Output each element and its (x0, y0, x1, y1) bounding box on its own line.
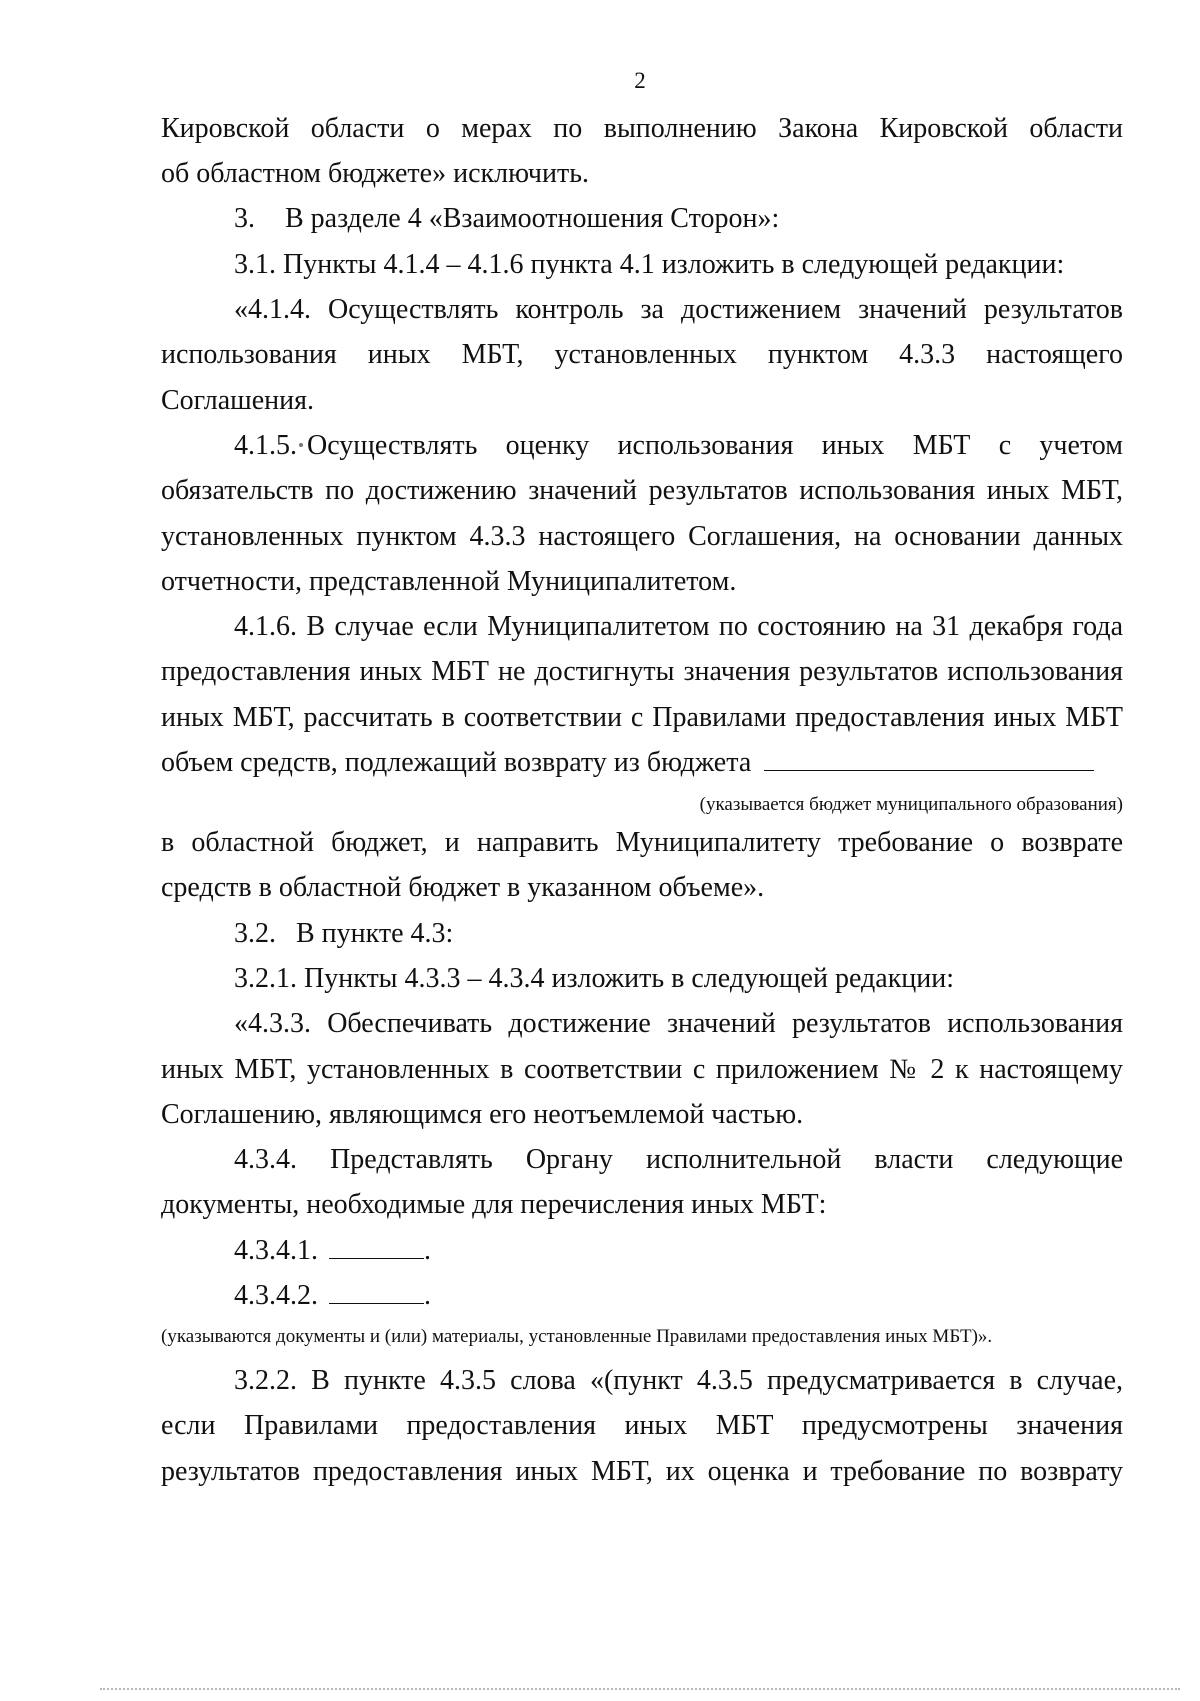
item-number: 4.3.4.2. (234, 1280, 318, 1311)
clause-line (234, 429, 1123, 463)
field-caption: (указываются документы и (или) материалы, установленные Правилами предоставления иных МБТ)». (161, 1326, 993, 1347)
section-number: 3.2. (234, 918, 276, 949)
section-title: В пункте 4.3: (296, 918, 454, 949)
text-line: если Правилами предоставления иных МБТ предусмотрены значения (161, 1410, 1123, 1441)
list-item-blank: 4.3.4.2. . (234, 1280, 431, 1311)
text-line: 3.2.2. В пункте 4.3.5 слова «(пункт 4.3.5 предусматривается в случае, (234, 1365, 1123, 1396)
text-line: в областной бюджет, и направить Муниципалитету требование о возврате (161, 827, 1123, 858)
list-item-blank: 4.3.4.1. . (234, 1235, 431, 1266)
clause-number: 4.1.5. (234, 430, 297, 461)
text-line: 3.2.1. Пункты 4.3.3 – 4.3.4 изложить в следующей редакции: (234, 963, 955, 994)
text-line: «4.1.4. Осуществлять контроль за достижением значений результатов (234, 294, 1123, 325)
text-line: об областном бюджете» исключить. (161, 158, 589, 189)
text-line: обязательств по достижению значений результатов использования иных МБТ, (161, 475, 1123, 506)
fill-in-line (161, 746, 1123, 780)
text-line: Кировской области о мерах по выполнению Закона Кировской области (161, 113, 1123, 144)
blank-field (764, 748, 1094, 771)
speck-mark (299, 443, 303, 447)
fill-in-label: объем средств, подлежащий возврату из бюджета (161, 747, 752, 778)
item-number: 4.3.4.1. (234, 1235, 318, 1266)
blank-field (329, 1236, 424, 1259)
blank-field (329, 1281, 424, 1304)
text-line: 3.1. Пункты 4.1.4 – 4.1.6 пункта 4.1 изложить в следующей редакции: (234, 249, 1065, 280)
text-line: иных МБТ, рассчитать в соответствии с Правилами предоставления иных МБТ (161, 702, 1123, 733)
text-line: Соглашению, являющимся его неотъемлемой частью. (161, 1099, 804, 1130)
text-line: Соглашения. (161, 385, 314, 416)
text-line: 4.1.6. В случае если Муниципалитетом по состоянию на 31 декабря года (234, 611, 1123, 642)
text-line: иных МБТ, установленных в соответствии с приложением № 2 к настоящему (161, 1054, 1123, 1085)
text-line: средств в областной бюджет в указанном объеме». (161, 872, 765, 903)
text-line: документы, необходимые для перечисления иных МБТ: (161, 1189, 827, 1220)
scan-artifact (100, 1688, 1180, 1690)
section-heading (234, 917, 1123, 951)
section-heading (234, 202, 1123, 236)
text-line: результатов предоставления иных МБТ, их оценка и требование по возврату (161, 1456, 1123, 1487)
text-line: использования иных МБТ, установленных пунктом 4.3.3 настоящего (161, 339, 1123, 370)
field-caption: (указывается бюджет муниципального образования) (699, 794, 1123, 815)
text-line: 4.3.4. Представлять Органу исполнительной власти следующие (234, 1144, 1123, 1175)
clause-text: Осуществлять оценку использования иных МБТ с учетом (307, 430, 1123, 461)
section-title: В разделе 4 «Взаимоотношения Сторон»: (285, 203, 780, 234)
text-line: отчетности, представленной Муниципалитетом. (161, 566, 737, 597)
text-line: «4.3.3. Обеспечивать достижение значений результатов использования (234, 1008, 1123, 1039)
text-line: установленных пунктом 4.3.3 настоящего Соглашения, на основании данных (161, 521, 1123, 552)
text-line: предоставления иных МБТ не достигнуты значения результатов использования (161, 656, 1123, 687)
page-number: 2 (634, 68, 646, 93)
section-number: 3. (234, 203, 255, 234)
